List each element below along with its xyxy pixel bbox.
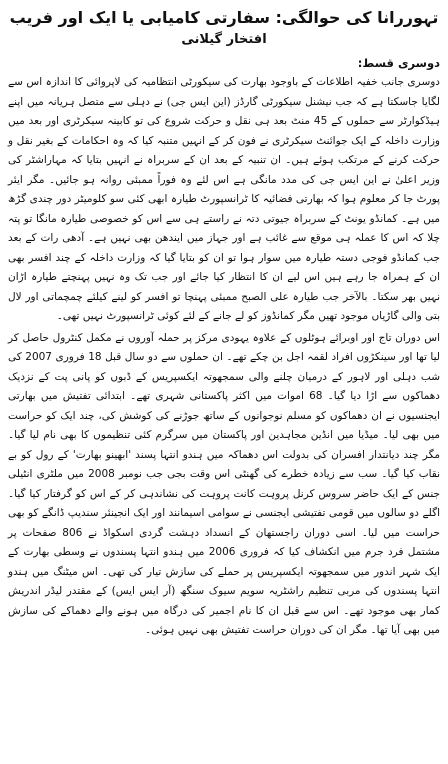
installment-label: دوسری قسط: <box>357 56 440 70</box>
article-body <box>8 73 440 641</box>
article-title: تہوررانا کی حوالگی: سفارتی کامیابی یا ایک اور فریب <box>9 8 439 27</box>
author-name: افتخار گیلانی <box>181 32 267 47</box>
article-header <box>8 6 440 50</box>
article-paragraph: اس دوران تاج اور اوبرائے ہوٹلوں کے علاوہ یہودی مرکز پر حملہ آوروں نے مکمل کنٹرول حاصل کر لیا تھا اور سینکڑوں افراد لقمہ اجل بن چکے تھے۔ ان حملوں سے دو سال قبل 18 فروری 2007 کی شب دہلی اور لاہور کے درمیان چلنے والی سمجھوتہ ایکسپریس کے ڈبوں کو پانی پت کے نزدیک دھماکوں سے اڑا دیا گیا۔ 68 اموات میں اکثر پاکستانی شہری تھے۔ ابتدائی تفتیش میں بھارتی ایجنسیوں نے ان دھماکوں کو مسلم نوجوانوں کے ساتھ جوڑنے کی کوشش کی، چند ایک کو حراست میں بھی لیا۔ میڈیا میں انڈین مجاہدین اور پاکستان میں سرگرم کئی تنظیموں کا بھی نام لیا گیا۔ مگر چند دیانتدار افسران کی بدولت اس دھماکہ میں ہندو انتہا پسند 'ابھینو بھارت' کے رول کو بے نقاب کیا گیا۔ سب سے زیادہ خطرے کی گھنٹی اس وقت بجی جب نومبر 2008 میں ملٹری انٹیلی جنس کے ایک حاضر سروس کرنل پروہت کانت پروہت کی نشاندہی کر کے اس کو گرفتار کیا گیا۔ اگلے دو سالوں میں قومی تفتیشی ایجنسی نے سوامی اسیمانند اور ایک انجینئر سندیپ ڈانگے کو بھی حراست میں لیا۔ اسی دوران راجستھان کے انسداد دہشت گردی اسکواڈ نے 806 صفحات پر مشتمل فرد جرم میں انکشاف کیا کہ فروری 2006 میں ہندو انتہا پسندوں نے وسطی بھارت کے ایک شہر اندور میں سمجھوتہ ایکسپریس پر حملے کی سازش تیار کی تھی۔ اس میٹنگ میں ہندو انتہا پسندوں کی مربی تنظیم راشٹریہ سویم سیوک سنگھ (آر ایس ایس) کے مقتدر لیڈر اندریش کمار بھی موجود تھے۔ اس سے قبل ان کا نام اجمیر کی درگاہ میں ہونے والے دھماکے کی سازش میں بھی آیا تھا۔ مگر ان کی دوران حراست تفتیش بھی نہیں ہوئی۔ <box>8 331 441 636</box>
article-paragraph: دوسری جانب خفیہ اطلاعات کے باوجود بھارت کی سیکورٹی انتظامیہ کی لاپروائی کا اندازہ اس سے لگایا جاسکتا ہے کہ جب نیشنل سیکورٹی گارڈز (این ایس جی) نے دہلی سے متصل ہریانہ میں اپنے ہیڈکوارٹر سے حملوں کے 45 منٹ بعد ہی نقل و حرکت شروع کی تو کابینہ سیکرٹری اور بعد میں وزارت داخلہ کے ایک جوائنٹ سیکرٹری نے فون کر کے انہیں متنبہ کیا کہ وہ احکامات کے بغیر نقل و حرکت کرنے کے مرتکب ہوئے ہیں۔ ان تنبیہ کے بعد ان کے سربراہ نے انہیں بتایا کہ مہاراشٹر کی وزیر اعلیٰ نے این ایس جی کی مدد مانگی ہے اس لئے وہ فوراً ممبئی روانہ ہو جائیں۔ مگر ایئر پورٹ جا کر معلوم ہوا کہ بھارتی فضائیہ کا ٹرانسپورٹ طیارہ ابھی کئی سو کلومیٹر دور چندی گڑھ میں ہے۔ کمانڈو یونٹ کے سربراہ جیوتی دتہ نے راستے ہی سے اس کو خصوصی طیارہ مانگا تو پتہ چلا کہ اس کا عملہ ہی موقع سے غائب ہے اور جہاز میں ایندھن بھی نہیں ہے۔ آدھی رات کے بعد جب کمانڈو فوجی دستہ طیارہ میں سوار ہوا تو ان کو بتایا گیا کہ وزارت داخلہ کے چند افسر بھی ان کے ہمراہ جا رہے ہیں اس لیے ان کا انتظار کیا جائے اور جب تک وہ نہیں پہنچتے طیارہ اڑان نہیں بھر سکتا۔ بالآخر جب طیارہ علی الصبح ممبئی پہنچا تو افسر کو لینے کیلئے چمچماتی اور لال بتی والی گاڑیاں موجود تھیں مگر کمانڈوز کو لے جانے کے لئے کوئی ٹرانسپورٹ نہیں تھی۔ <box>8 76 440 322</box>
